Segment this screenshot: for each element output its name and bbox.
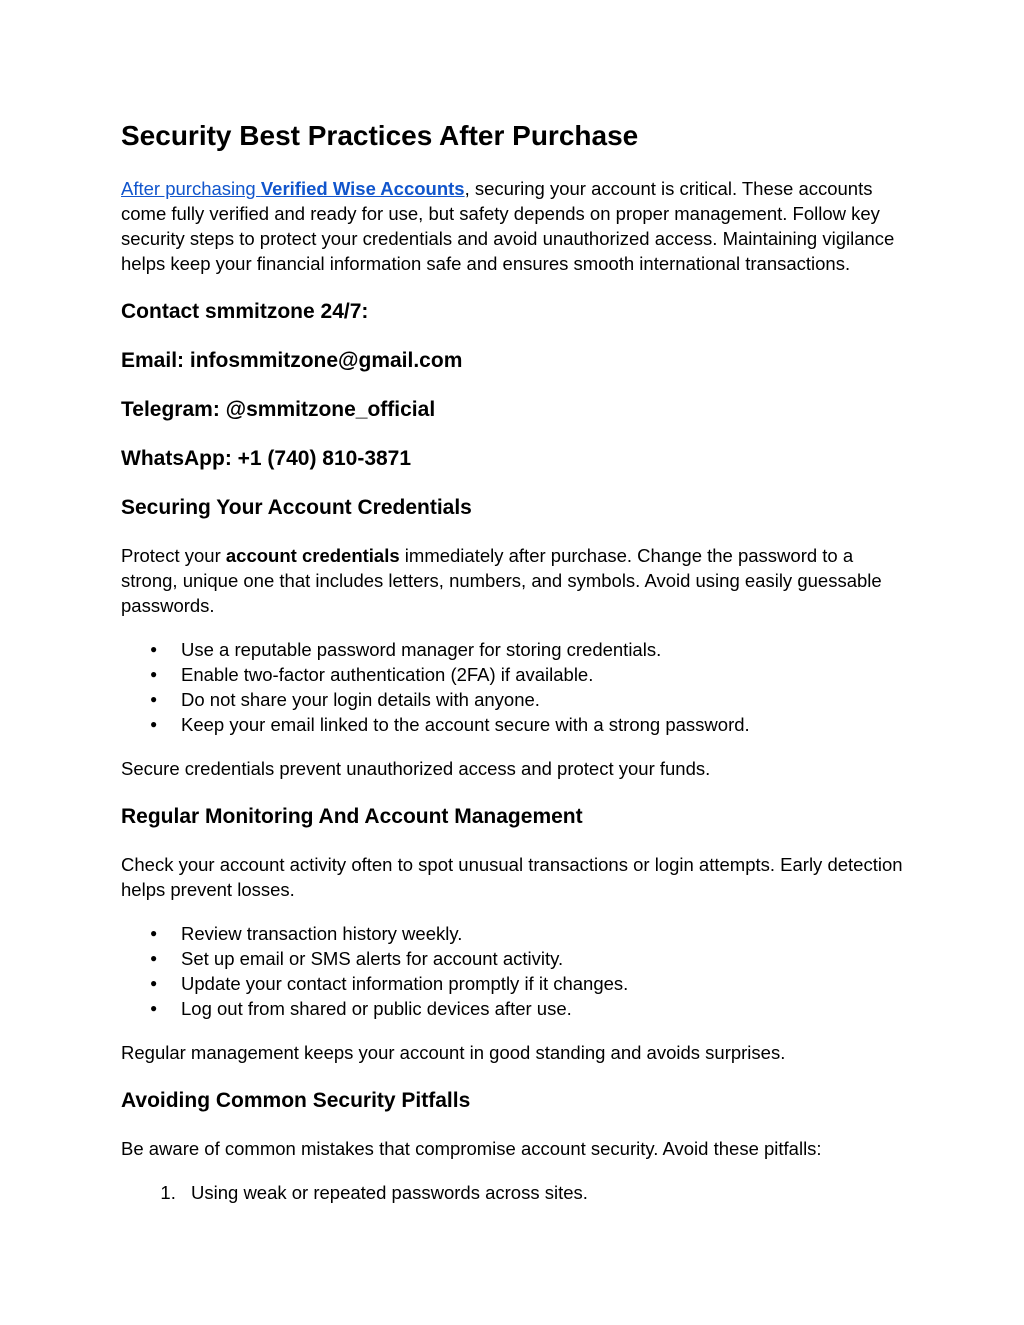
credentials-closing-paragraph: Secure credentials prevent unauthorized access and protect your funds. (121, 758, 711, 779)
list-item: ● Enable two-factor authentication (2FA) if available. (181, 662, 903, 687)
contact-heading: Contact smmitzone 24/7: (121, 300, 369, 323)
list-item: ● Review transaction history weekly. (181, 921, 903, 946)
contact-telegram: Telegram: @smmitzone_official (121, 398, 436, 421)
monitoring-closing-paragraph: Regular management keeps your account in good standing and avoids surprises. (121, 1042, 786, 1063)
section-heading-pitfalls: Avoiding Common Security Pitfalls (121, 1089, 471, 1112)
list-item: ● Log out from shared or public devices after use. (181, 996, 903, 1021)
list-item: 1. Using weak or repeated passwords across sites. (181, 1180, 903, 1205)
section-heading-monitoring: Regular Monitoring And Account Management (121, 805, 583, 828)
monitoring-paragraph: Check your account activity often to spot unusual transactions or login attempts. Early detection helps prevent losses. (121, 854, 903, 900)
pitfalls-paragraph: Be aware of common mistakes that compromise account security. Avoid these pitfalls: (121, 1138, 822, 1159)
list-item: ● Set up email or SMS alerts for account activity. (181, 946, 903, 971)
monitoring-bullet-list (121, 921, 903, 1021)
credentials-bullet-list (121, 637, 903, 737)
contact-email: Email: infosmmitzone@gmail.com (121, 349, 463, 372)
page-title: Security Best Practices After Purchase (121, 120, 639, 151)
purchase-link[interactable] (121, 178, 465, 199)
purchase-link-bold-text: Verified Wise Accounts (260, 178, 465, 199)
credentials-paragraph-bold: account credentials (225, 545, 400, 566)
section-heading-credentials: Securing Your Account Credentials (121, 496, 472, 519)
list-item: ● Update your contact information promptly if it changes. (181, 971, 903, 996)
purchase-link-text: After purchasing (121, 178, 261, 199)
list-item: ● Do not share your login details with anyone. (181, 687, 903, 712)
contact-whatsapp: WhatsApp: +1 (740) 810-3871 (121, 447, 412, 470)
credentials-paragraph-lead: Protect your (121, 545, 226, 566)
pitfalls-numbered-list (121, 1180, 903, 1205)
intro-paragraph-text: , securing your account is critical. These accounts come fully verified and ready for use, but safety depends on proper management. Follow key security steps to protect your credentials and avoid unauthorized access. Maintaining vigilance helps keep your financial information safe and ensures smooth international transactions. (121, 178, 895, 274)
credentials-paragraph (121, 543, 903, 618)
credentials-paragraph-rest: immediately after purchase. Change the password to a strong, unique one that includes letters, numbers, and symbols. Avoid using easily guessable passwords. (121, 545, 882, 616)
list-item: ● Keep your email linked to the account secure with a strong password. (181, 712, 903, 737)
intro-paragraph (121, 176, 903, 276)
list-item: ● Use a reputable password manager for storing credentials. (181, 637, 903, 662)
